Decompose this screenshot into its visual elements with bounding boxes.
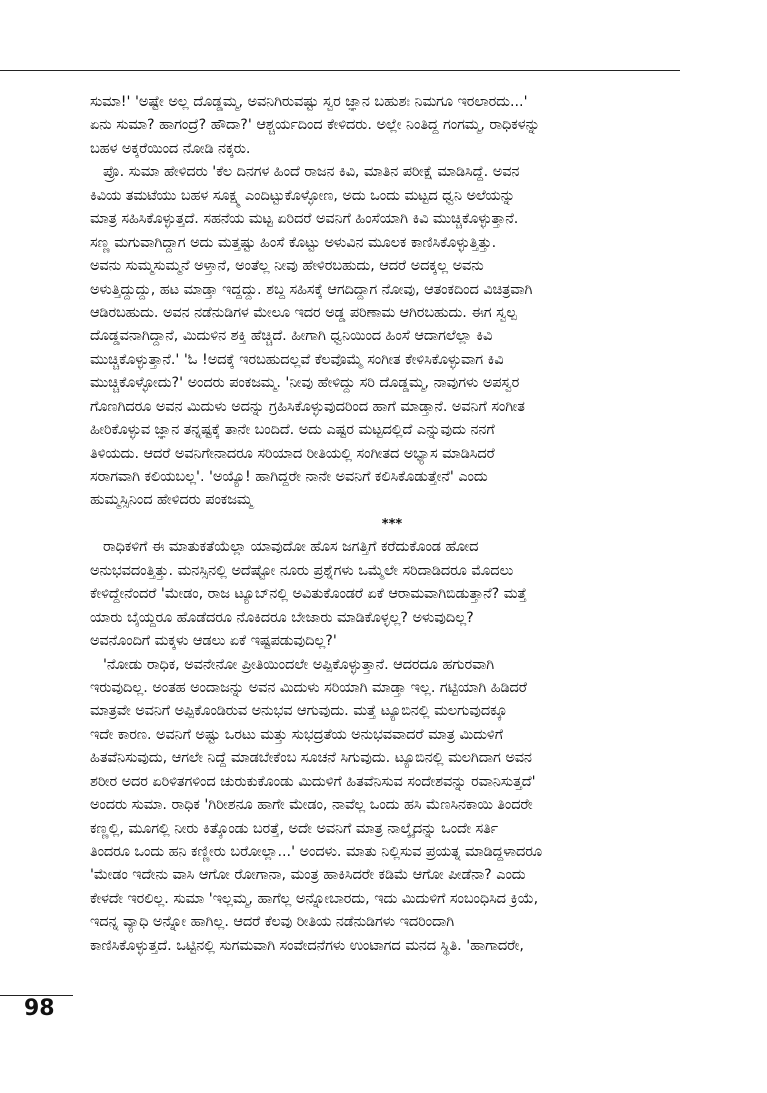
- text-line: ಶರೀರ ಅದರ ಏರಿಳಿತಗಳಿಂದ ಚುರುಕುಕೊಂಡು ಮಿದುಳಿಗೆ ಹಿತವೆನಿಸುವ ಸಂದೇಶವನ್ನು ರವಾನಿಸುತ್ತದೆ': [90, 773, 536, 790]
- text-line: ಅನುಭವದಂತ್ತಿತ್ತು. ಮನಸ್ಸಿನಲ್ಲಿ ಅದೆಷ್ಟೋ ನೂರು ಪ್ರಶ್ನೆಗಳು ಒಮ್ಮೆಲೇ ಸರಿದಾಡಿದರೂ ಮೊದಲು: [90, 562, 514, 579]
- top-rule: [0, 70, 680, 71]
- text-line: 'ಮೇಡಂ ಇದೇನು ವಾಸಿ ಆಗೋ ರೋಗಾನಾ, ಮಂತ್ರ ಹಾಕಿಸಿದರೇ ಕಡಿಮೆ ಆಗೋ ಪೀಡೆನಾ? ಎಂದು: [90, 867, 526, 884]
- text-line: ಅಂದರು ಸುಮಾ. ರಾಧಿಕ 'ಗಿರೀಶನೂ ಹಾಗೇ ಮೇಡಂ, ನಾವೆಲ್ಲ ಒಂದು ಹಸಿ ಮೆಣಸಿನಕಾಯಿ ತಿಂದರೇ: [90, 797, 533, 814]
- text-line: ಸಣ್ಣ ಮಗುವಾಗಿದ್ದಾಗ ಅದು ಮತ್ತಷ್ಟು ಹಿಂಸೆ ಕೊಟ್ಟು ಅಳುವಿನ ಮೂಲಕ ಕಾಣಿಸಿಕೊಳ್ಳುತ್ತಿತ್ತು.: [90, 234, 497, 251]
- text-line: ಆಡಿರಬಹುದು. ಅವನ ನಡೆನುಡಿಗಳ ಮೇಲೂ ಇದರ ಅಡ್ಡ ಪರಿಣಾಮ ಆಗಿರಬಹುದು. ಈಗ ಸ್ವಲ್ಪ: [90, 304, 517, 321]
- text-line: ಹಿತವೆನಿಸುವುದು, ಆಗಲೇ ನಿದ್ದೆ ಮಾಡಬೇಕೆಂಬ ಸೂಚನೆ ಸಿಗುವುದು. ಟ್ಯೂಬಿನಲ್ಲಿ ಮಲಗಿದಾಗ ಅವನ: [90, 750, 532, 767]
- text-line: ಮುಚ್ಚಿಕೊಳ್ಳುತ್ತಾನೆ.' 'ಓ !ಅದಕ್ಕೆ ಇರಬಹುದಲ್ಲವೆ ಕೆಲವೊಮ್ಮೆ ಸಂಗೀತ ಕೇಳಿಸಿಕೊಳ್ಳುವಾಗ ಕಿವಿ: [90, 351, 504, 368]
- text-line: ಬಹಳ ಅಕ್ಕರೆಯಿಂದ ನೋಡಿ ನಕ್ಕರು.: [90, 140, 251, 157]
- text-line: ಹುಮ್ಮಸ್ಸಿನಿಂದ ಹೇಳಿದರು ಪಂಕಜಮ್ಮ: [90, 492, 253, 509]
- text-line: ಮಾತ್ರ ಸಹಿಸಿಕೊಳ್ಳುತ್ತದೆ. ಸಹನೆಯ ಮಟ್ಟ ಏರಿದರೆ ಅವನಿಗೆ ಹಿಂಸೆಯಾಗಿ ಕಿವಿ ಮುಚ್ಚಿಕೊಳ್ಳುತ್ತಾನೆ.: [90, 211, 519, 228]
- text-line: ಕಣ್ಣಲ್ಲಿ, ಮೂಗಲ್ಲಿ ನೀರು ಕಿತ್ಕೊಂಡು ಬರತ್ತೆ, ಅದೇ ಅವನಿಗೆ ಮಾತ್ರ ನಾಲ್ಕೈದನ್ನು ಒಂದೇ ಸರ್ತಿ: [90, 820, 499, 837]
- body-text: [90, 91, 674, 958]
- text-line: ಕೇಳದೇ ಇರಲಿಲ್ಲ. ಸುಮಾ 'ಇಲ್ಲಮ್ಮ, ಹಾಗೆಲ್ಲ ಅನ್ನೋಬಾರದು, ಇದು ಮಿದುಳಿಗೆ ಸಂಬಂಧಿಸಿದ ಕ್ರಿಯೆ,: [90, 890, 539, 907]
- text-line: ಸುಮಾ!' 'ಅಷ್ಟೇ ಅಲ್ಲ ದೊಡ್ಡಮ್ಮ, ಅವನಿಗಿರುವಷ್ಟು ಸ್ವರ ಜ್ಞಾನ ಬಹುಶಃ ನಿಮಗೂ ಇರಲಾರದು...': [90, 94, 528, 110]
- text-line: ಇದೇ ಕಾರಣ. ಅವನಿಗೆ ಅಷ್ಟು ಒರಟು ಮತ್ತು ಸುಭದ್ರತೆಯ ಅನುಭವವಾದರೆ ಮಾತ್ರ ಮಿದುಳಿಗೆ: [90, 726, 504, 743]
- text-line: ಏನು ಸುಮಾ? ಹಾಗಂದ್ರೆ? ಹೌದಾ?' ಆಶ್ಚರ್ಯದಿಂದ ಕೇಳಿದರು. ಅಲ್ಲೇ ನಿಂತಿದ್ದ ಗಂಗಮ್ಮ, ರಾಧಿಕಳನ್ನು: [90, 117, 540, 134]
- text-line: ಮಾತ್ರವೇ ಅವನಿಗೆ ಅಪ್ಪಿಕೊಂಡಿರುವ ಅನುಭವ ಆಗುವುದು. ಮತ್ತೆ ಟ್ಯೂಬಿನಲ್ಲಿ ಮಲಗುವುದಕ್ಕೂ: [90, 703, 508, 720]
- text-line: ರಾಧಿಕಳಿಗೆ ಈ ಮಾತುಕತೆಯೆಲ್ಲಾ ಯಾವುದೋ ಹೊಸ ಜಗತ್ತಿಗೆ ಕರೆದುಕೊಂಡ ಹೋದ: [103, 539, 479, 556]
- text-line: 'ನೋಡು ರಾಧಿಕ, ಅವನೇನೋ ಪ್ರೀತಿಯಿಂದಲೇ ಅಪ್ಪಿಕೊಳ್ಳುತ್ತಾನೆ. ಆದರದೂ ಹಗುರವಾಗಿ: [103, 656, 495, 673]
- text-line: ಇದನ್ನ ವ್ಯಾಧಿ ಅನ್ನೋ ಹಾಗಿಲ್ಲ. ಆದರೆ ಕೆಲವು ರೀತಿಯ ನಡೆನುಡಿಗಳು ಇದರಿಂದಾಗಿ: [90, 914, 455, 931]
- page-number: 98: [24, 996, 55, 1021]
- text-line: ಅಳುತ್ತಿದ್ದುದ್ದು, ಹಟ ಮಾಡ್ತಾ ಇದ್ದದ್ದು. ಶಬ್ದ ಸಹಿಸಕ್ಕೆ ಆಗದಿದ್ದಾಗ ನೋವು, ಆತಂಕದಿಂದ ವಿಚಿತ್ರವಾಗಿ: [90, 281, 533, 298]
- text-line: ಅವನು ಸುಮ್ಮಸುಮ್ಮನೆ ಅಳ್ತಾನೆ, ಅಂತೆಲ್ಲ ನೀವು ಹೇಳಿರಬಹುದು, ಆದರೆ ಅದಕ್ಕಲ್ಲ ಅವನು: [90, 258, 484, 275]
- text-line: ತಿಳಿಯದು. ಆದರೆ ಅವನಿಗೇನಾದರೂ ಸರಿಯಾದ ರೀತಿಯಲ್ಲಿ ಸಂಗೀತದ ಅಭ್ಯಾಸ ಮಾಡಿಸಿದರೆ: [90, 445, 495, 462]
- text-line: ಪ್ರೊ. ಸುಮಾ ಹೇಳಿದರು 'ಕೆಲ ದಿನಗಳ ಹಿಂದೆ ರಾಜನ ಕಿವಿ, ಮಾತಿನ ಪರೀಕ್ಷೆ ಮಾಡಿಸಿದ್ದೆ. ಅವನ: [103, 164, 520, 181]
- text-line: ಮುಚ್ಚಿಕೊಳ್ಳೋದು?' ಅಂದರು ಪಂಕಜಮ್ಮ. 'ನೀವು ಹೇಳಿದ್ದು ಸರಿ ದೊಡ್ಡಮ್ಮ, ನಾವುಗಳು ಅಪಸ್ವರ: [90, 375, 520, 392]
- text-line: ಕಾಣಿಸಿಕೊಳ್ಳುತ್ತದೆ. ಒಟ್ಟಿನಲ್ಲಿ ಸುಗಮವಾಗಿ ಸಂವೇದನೆಗಳು ಉಂಟಾಗದ ಮನದ ಸ್ಥಿತಿ. 'ಹಾಗಾದರೇ,: [90, 937, 524, 954]
- section-separator: ***: [381, 516, 403, 532]
- text-line: ಸರಾಗವಾಗಿ ಕಲಿಯಬಲ್ಲ'. 'ಅಯ್ಯೊ! ಹಾಗಿದ್ದರೇ ನಾನೇ ಅವನಿಗೆ ಕಲಿಸಿಕೊಡುತ್ತೇನೆ' ಎಂದು: [90, 469, 488, 485]
- text-line: ಹೀರಿಕೊಳ್ಳುವ ಜ್ಞಾನ ತನ್ನಷ್ಟಕ್ಕೆ ತಾನೇ ಬಂದಿದೆ. ಅದು ಎಷ್ಟರ ಮಟ್ಟದಲ್ಲಿದೆ ಎನ್ನುವುದು ನನಗೆ: [90, 422, 495, 439]
- text-line: ಇರುವುದಿಲ್ಲ. ಅಂತಹ ಅಂದಾಜನ್ನು ಅವನ ಮಿದುಳು ಸರಿಯಾಗಿ ಮಾಡ್ತಾ ಇಲ್ಲ. ಗಟ್ಟಿಯಾಗಿ ಹಿಡಿದರೆ: [90, 679, 527, 696]
- text-line: ಯಾರು ಬೈಯ್ದರೂ ಹೊಡೆದರೂ ನೊಕಿದರೂ ಬೇಜಾರು ಮಾಡಿಕೊಳ್ಳಲ್ಲ? ಅಳುವುದಿಲ್ಲ?: [90, 609, 474, 626]
- text-line: ತಿಂದರೂ ಒಂದು ಹನಿ ಕಣ್ಣೀರು ಬರೋಲ್ಲಾ...' ಅಂದಳು. ಮಾತು ನಿಲ್ಲಿಸುವ ಪ್ರಯತ್ನ ಮಾಡಿದ್ದಳಾದರೂ: [90, 844, 542, 860]
- text-line: ಕೇಳಿದ್ದೇನೆಂದರೆ 'ಮೇಡಂ, ರಾಜ ಟ್ಯೂಬ್‌ನಲ್ಲಿ ಅವಿತುಕೊಂಡರೆ ಏಕೆ ಆರಾಮವಾಗಿಬಿಡುತ್ತಾನೆ? ಮತ್ತೆ: [90, 586, 527, 603]
- text-line: ಅವನೊಂದಿಗೆ ಮಕ್ಕಳು ಆಡಲು ಏಕೆ ಇಷ್ಟಪಡುವುದಿಲ್ಲ?': [90, 633, 337, 650]
- text-line: ಗೊಣಗಿದರೂ ಅವನ ಮಿದುಳು ಅದನ್ನು ಗ್ರಹಿಸಿಕೊಳ್ಳುವುದರಿಂದ ಹಾಗೆ ಮಾಡ್ತಾನೆ. ಅವನಿಗೆ ಸಂಗೀತ: [90, 398, 525, 415]
- text-line: ದೊಡ್ಡವನಾಗಿದ್ದಾನೆ, ಮಿದುಳಿನ ಶಕ್ತಿ ಹೆಚ್ಚಿದೆ. ಹೀಗಾಗಿ ಧ್ವನಿಯಿಂದ ಹಿಂಸೆ ಆದಾಗಲೆಲ್ಲಾ ಕಿವಿ: [90, 328, 493, 345]
- text-line: ಕಿವಿಯ ತಮಟೆಯು ಬಹಳ ಸೂಕ್ಷ್ಮ ಎಂದಿಟ್ಟುಕೊಳ್ಳೋಣ, ಅದು ಒಂದು ಮಟ್ಟದ ಧ್ವನಿ ಅಲೆಯನ್ನು: [90, 187, 516, 204]
